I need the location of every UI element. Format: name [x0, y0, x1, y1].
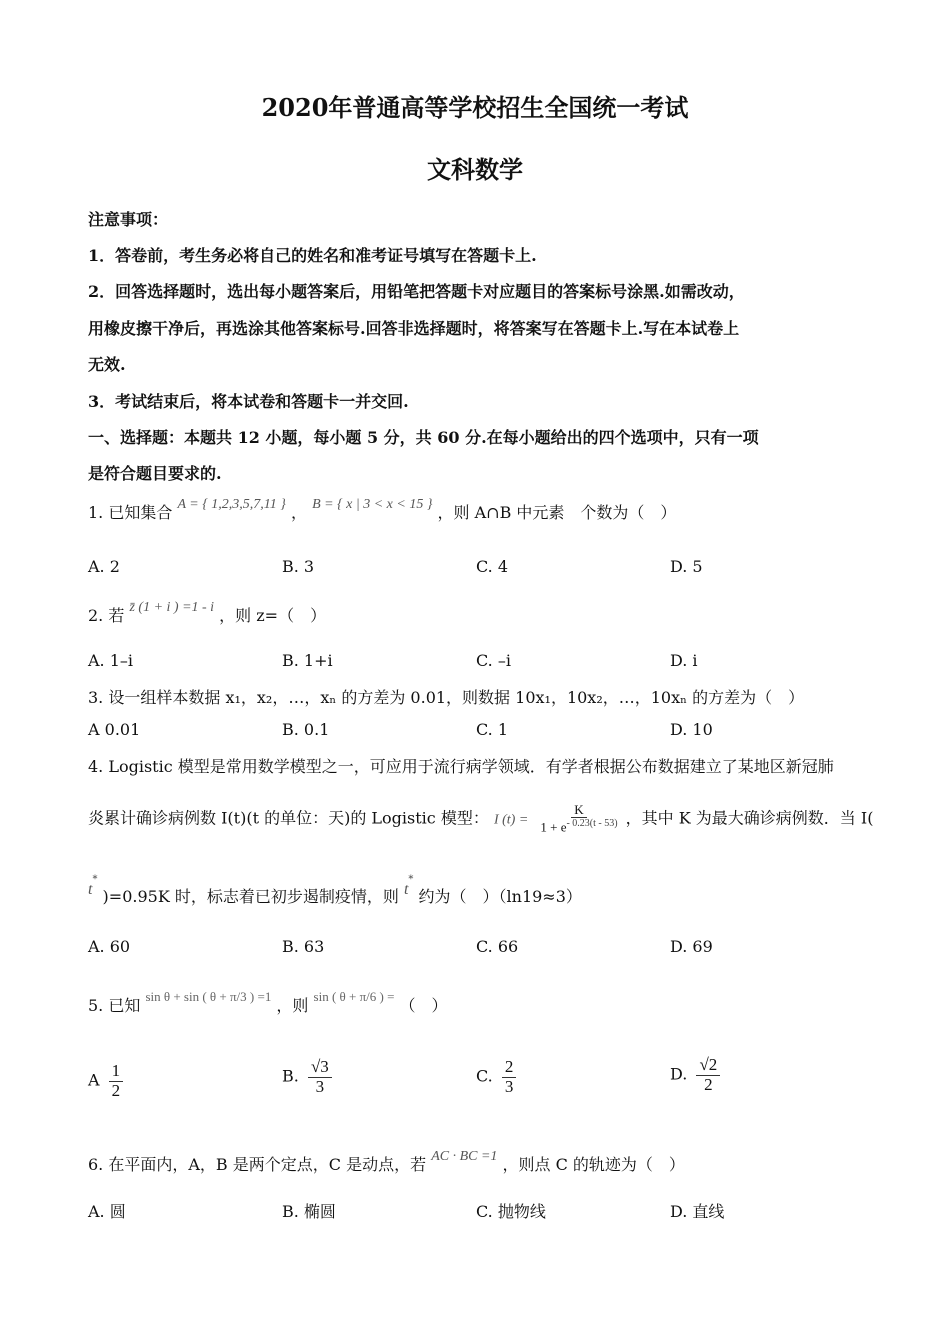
question-1-prefix: 1. 已知集合: [88, 503, 173, 522]
question-5-prefix: 5. 已知: [88, 996, 141, 1015]
q6-option-a: A. 圆: [88, 1202, 126, 1221]
q5-option-c-label: C.: [476, 1066, 493, 1086]
q5-option-a-label: A: [88, 1070, 100, 1090]
q5-option-d: [670, 1056, 720, 1094]
q5-option-d-fraction: [696, 1056, 720, 1094]
question-4-line-1: 4. Logistic 模型是常用数学模型之一，可应用于流行病学领域．有学者根据公布数据建立了某地区新冠肺: [88, 757, 834, 776]
q5-b-num: √3: [308, 1058, 332, 1078]
q4-option-d: D. 69: [670, 937, 713, 956]
question-6-suffix: ，则点 C 的轨迹为（ ）: [502, 1155, 685, 1174]
notice-item-2-line-1: 2．回答选择题时，选出每小题答案后，用铅笔把答题卡对应题目的答案标号涂黑.如需改动，: [88, 282, 745, 301]
question-5: [88, 989, 868, 1016]
question-4-line-2-prefix: 炎累计确诊病例数 I(t)(t 的单位：天)的 Logistic 模型：: [88, 808, 489, 828]
section-heading-line-2: 是符合题目要求的.: [88, 464, 222, 483]
set-a-expression: A = { 1,2,3,5,7,11 }: [177, 497, 286, 512]
q1-option-a: A. 2: [88, 557, 120, 576]
exam-title: 2020年普通高等学校招生全国统一考试: [261, 93, 689, 122]
q5-option-c: [476, 1058, 516, 1096]
notice-item-1: 1．答卷前，考生务必将自己的姓名和准考证号填写在答题卡上.: [88, 246, 537, 265]
logistic-model-fraction: [537, 803, 620, 835]
q5-option-a-fraction: [109, 1062, 124, 1100]
model-exponent: - 0.23(t - 53): [566, 818, 618, 830]
question-5-suffix: （ ）: [399, 996, 448, 1015]
set-b-expression: B = { x | 3 < x < 15 }: [312, 497, 433, 512]
q2-option-c: C. –i: [476, 651, 511, 670]
model-denominator-base: 1 + e: [540, 819, 567, 835]
question-1: [88, 497, 868, 523]
notice-item-2-line-3: 无效.: [88, 355, 126, 374]
q5-option-b-label: B.: [282, 1066, 299, 1086]
q2-option-d: D. i: [670, 651, 698, 670]
q5-b-den: 3: [315, 1076, 325, 1096]
section-heading-line-1: 一、选择题：本题共 12 小题，每小题 5 分，共 60 分.在每小题给出的四个选项中，只有一项: [88, 428, 759, 447]
q1-option-d: D. 5: [670, 557, 703, 576]
question-4-line-3: [88, 873, 868, 907]
notice-heading: 注意事项：: [88, 210, 169, 229]
question-2-prefix: 2. 若: [88, 606, 125, 625]
q5-a-den: 2: [111, 1080, 121, 1100]
model-lhs: I (t) =: [493, 812, 529, 828]
q3-option-a: A 0.01: [88, 720, 141, 739]
model-numerator: K: [571, 803, 586, 818]
vector-dot-product: AC · BC =1: [431, 1149, 498, 1164]
trig-target: sin ( θ + π/6 ) =: [313, 989, 395, 1004]
t-star-1: t: [88, 881, 93, 898]
notice-item-3: 3．考试结束后，将本试卷和答题卡一并交回.: [88, 392, 409, 411]
notice-item-2-line-2: 用橡皮擦干净后，再选涂其他答案标号.回答非选择题时，将答案写在答题卡上.写在本试卷上: [88, 319, 740, 338]
q6-option-b: B. 椭圆: [282, 1202, 336, 1221]
question-4-line-2-suffix: ，其中 K 为最大确诊病例数．当 I(: [625, 808, 874, 828]
q5-d-num: √2: [696, 1056, 720, 1076]
question-2: [88, 600, 868, 626]
q2-option-a: A. 1–i: [88, 651, 134, 670]
q5-option-b: [282, 1058, 332, 1096]
question-6: [88, 1149, 868, 1175]
q5-d-den: 2: [704, 1074, 713, 1094]
q3-option-d: D. 10: [670, 720, 713, 739]
q5-option-a: [88, 1062, 123, 1100]
question-3: 3. 设一组样本数据 x₁，x₂，…，xₙ 的方差为 0.01，则数据 10x₁，10x₂，…，10xₙ 的方差为（ ）: [88, 688, 805, 707]
t-star-2: t: [403, 881, 409, 898]
q4-option-c: C. 66: [476, 937, 519, 956]
question-2-suffix: ，则 z=（ ）: [219, 606, 327, 625]
q4-option-a: A. 60: [88, 937, 131, 956]
exam-subtitle: 文科数学: [427, 155, 523, 184]
model-denominator: [537, 818, 620, 835]
q5-a-num: 1: [109, 1062, 124, 1082]
star-2: *: [408, 873, 414, 885]
q1-option-c: C. 4: [476, 557, 509, 576]
conjugate-equation: z̄ (1 + i ) =1 - i: [129, 600, 215, 615]
q2-option-b: B. 1+i: [282, 651, 333, 670]
q5-option-b-fraction: [308, 1058, 332, 1096]
q5-c-num: 2: [502, 1058, 517, 1078]
question-4-line-2: [88, 802, 874, 835]
trig-equation: sin θ + sin ( θ + π/3 ) =1: [145, 989, 272, 1004]
q6-option-c: C. 抛物线: [476, 1202, 546, 1221]
q5-option-d-label: D.: [670, 1064, 688, 1084]
question-6-prefix: 6. 在平面内，A，B 是两个定点，C 是动点，若: [88, 1155, 427, 1174]
q4-option-b: B. 63: [282, 937, 325, 956]
q6-option-d: D. 直线: [670, 1202, 725, 1221]
star-1: *: [92, 873, 98, 885]
question-5-mid: ，则: [276, 996, 309, 1015]
question-4-line-3-a: )=0.95K 时，标志着已初步遏制疫情，则: [102, 887, 399, 906]
question-1-separator: ，: [290, 503, 307, 522]
q1-option-b: B. 3: [282, 557, 315, 576]
q3-option-b: B. 0.1: [282, 720, 330, 739]
q3-option-c: C. 1: [476, 720, 509, 739]
question-4-line-3-b: 约为（ ）（ln19≈3）: [418, 887, 582, 906]
q5-c-den: 3: [504, 1076, 514, 1096]
q5-option-c-fraction: [502, 1058, 517, 1096]
question-1-suffix: ，则 A∩B 中元素 个数为（ ）: [437, 503, 677, 522]
